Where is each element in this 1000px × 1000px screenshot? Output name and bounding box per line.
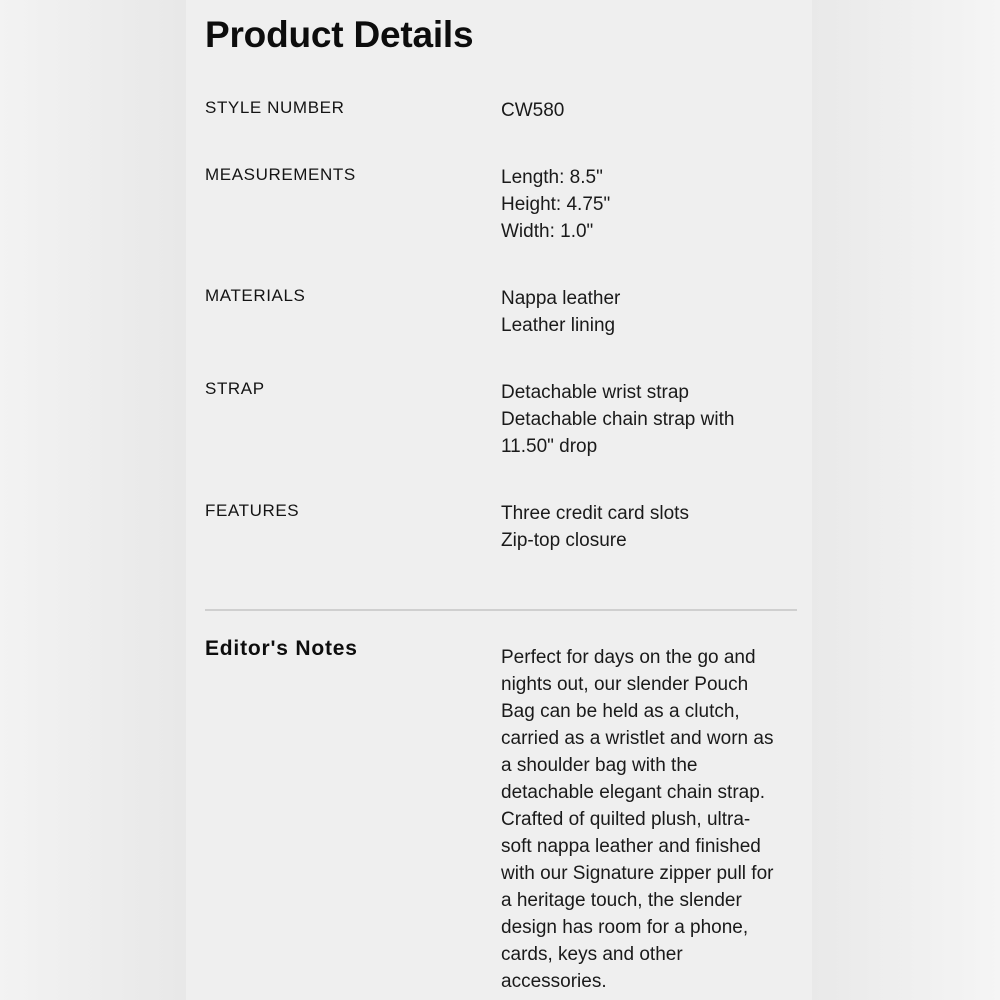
background-left <box>0 0 186 1000</box>
editors-notes-body <box>501 644 806 995</box>
features-label: FEATURES <box>205 501 300 520</box>
notes-line: nights out, our slender Pouch <box>501 674 749 695</box>
style-number-value <box>501 97 801 124</box>
page-title: Product Details <box>205 14 474 55</box>
background-right <box>812 0 1000 1000</box>
measurement-width: Width: 1.0" <box>501 221 594 242</box>
measurements-value <box>501 164 801 245</box>
notes-line: cards, keys and other <box>501 944 683 965</box>
notes-line: soft nappa leather and finished <box>501 836 761 857</box>
measurement-height: Height: 4.75" <box>501 194 611 215</box>
notes-line: a heritage touch, the slender <box>501 890 742 911</box>
notes-line: Perfect for days on the go and <box>501 647 756 668</box>
notes-line: a shoulder bag with the <box>501 755 698 776</box>
notes-line: with our Signature zipper pull for <box>501 863 774 884</box>
material-line: Nappa leather <box>501 288 621 309</box>
measurements-label: MEASUREMENTS <box>205 165 356 184</box>
features-value <box>501 500 801 554</box>
feature-line: Zip-top closure <box>501 530 627 551</box>
notes-line: detachable elegant chain strap. <box>501 782 766 803</box>
materials-label: MATERIALS <box>205 286 306 305</box>
editors-notes-heading: Editor's Notes <box>205 637 358 660</box>
strap-line: Detachable wrist strap <box>501 382 689 403</box>
notes-line: carried as a wristlet and worn as <box>501 728 774 749</box>
notes-line: accessories. <box>501 971 607 992</box>
material-line: Leather lining <box>501 315 616 336</box>
strap-label: STRAP <box>205 379 265 398</box>
feature-line: Three credit card slots <box>501 503 689 524</box>
strap-value <box>501 379 801 460</box>
strap-line: 11.50" drop <box>501 436 598 457</box>
notes-line: Crafted of quilted plush, ultra- <box>501 809 751 830</box>
materials-value <box>501 285 801 339</box>
notes-line: Bag can be held as a clutch, <box>501 701 740 722</box>
notes-line: design has room for a phone, <box>501 917 749 938</box>
measurement-length: Length: 8.5" <box>501 167 603 188</box>
style-number-label: STYLE NUMBER <box>205 98 345 117</box>
strap-line: Detachable chain strap with <box>501 409 735 430</box>
style-number-line: CW580 <box>501 100 565 121</box>
section-divider <box>205 609 797 611</box>
